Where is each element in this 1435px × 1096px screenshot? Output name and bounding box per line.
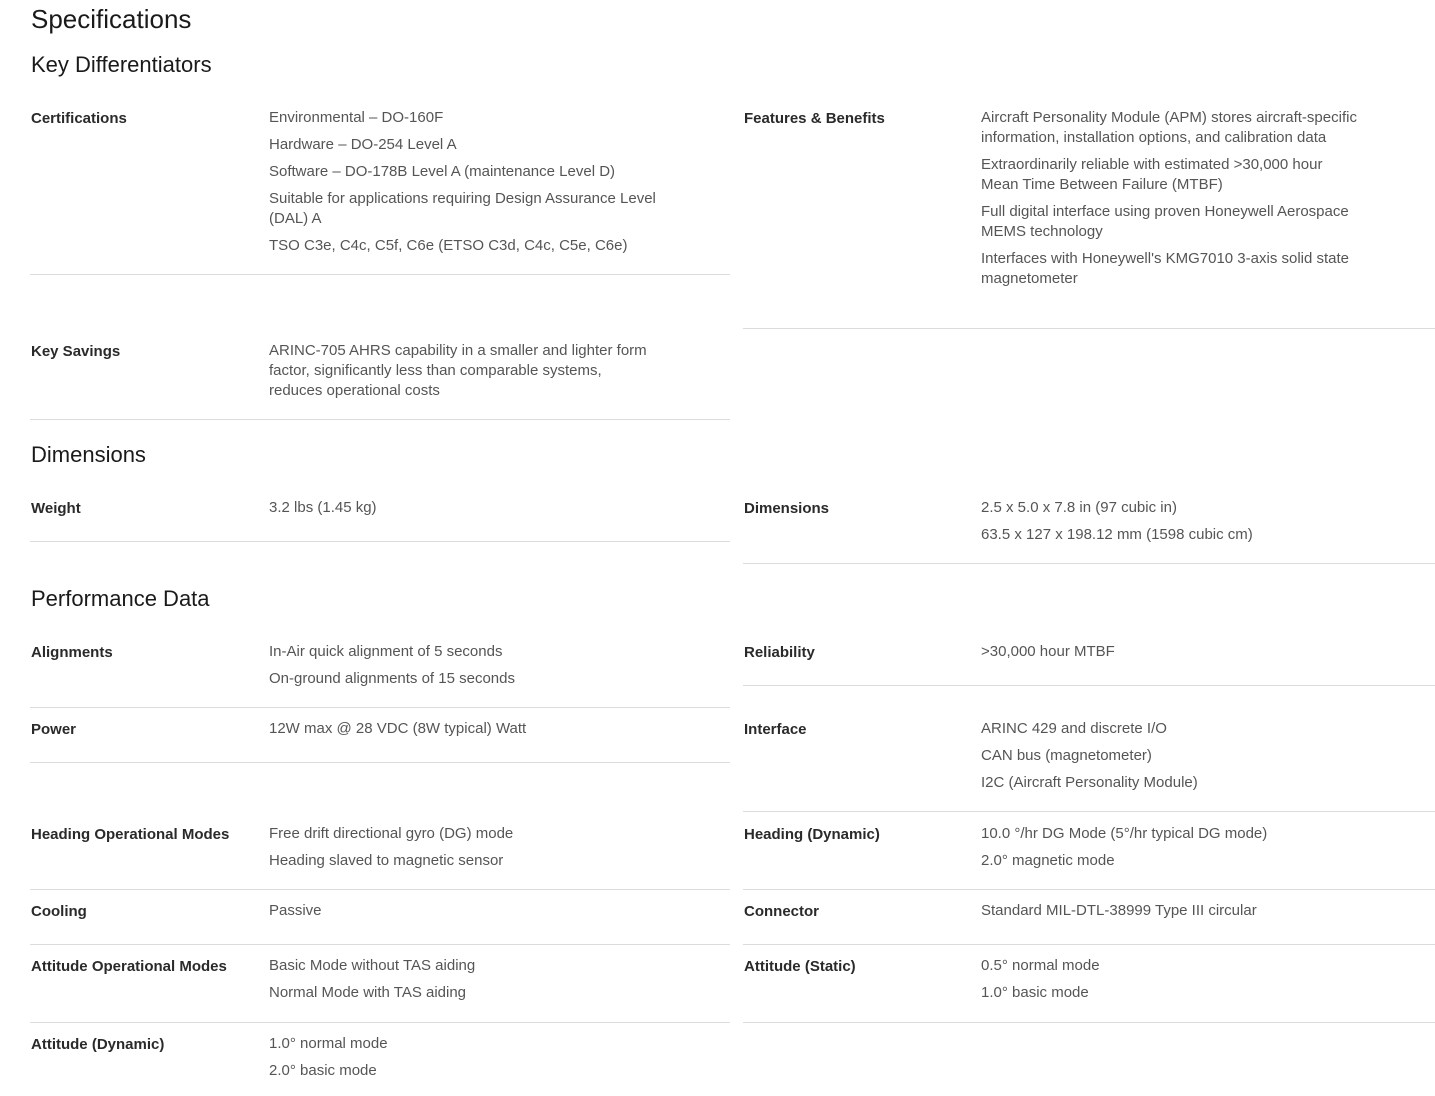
spec-value: Software – DO-178B Level A (maintenance Level D) bbox=[269, 163, 616, 180]
spec-label: Certifications bbox=[31, 110, 127, 127]
spec-label: Alignments bbox=[31, 644, 113, 661]
spec-row-connector bbox=[743, 901, 1435, 945]
spec-values bbox=[269, 1034, 659, 1088]
spec-value: 2.5 x 5.0 x 7.8 in (97 cubic in) bbox=[981, 499, 1177, 516]
spec-values bbox=[981, 719, 1361, 800]
spec-value: 10.0 °/hr DG Mode (5°/hr typical DG mode) bbox=[981, 825, 1268, 842]
spec-values bbox=[269, 719, 659, 746]
spec-label: Key Savings bbox=[31, 343, 121, 360]
spec-label: Heading Operational Modes bbox=[31, 826, 230, 843]
spec-values bbox=[981, 824, 1361, 878]
spec-values bbox=[981, 498, 1361, 552]
spec-values bbox=[981, 956, 1361, 1010]
spec-label: Attitude (Dynamic) bbox=[31, 1036, 165, 1053]
spec-row-features-benefits bbox=[743, 108, 1435, 329]
spec-row-interface bbox=[743, 719, 1435, 812]
spec-row-weight bbox=[30, 498, 730, 542]
spec-values bbox=[981, 901, 1361, 928]
spec-values bbox=[269, 108, 659, 263]
spec-label: Connector bbox=[744, 903, 819, 920]
spec-row-alignments bbox=[30, 642, 730, 708]
spec-value: 2.0° magnetic mode bbox=[981, 852, 1115, 869]
spec-label: Reliability bbox=[744, 644, 815, 661]
spec-label: Power bbox=[31, 721, 77, 738]
spec-label: Weight bbox=[31, 500, 81, 517]
spec-value: In-Air quick alignment of 5 seconds bbox=[269, 643, 503, 660]
spec-label: Dimensions bbox=[744, 500, 830, 517]
spec-value: Full digital interface using proven Honeywell Aerospace MEMS technology bbox=[981, 203, 1349, 240]
spec-row-cooling bbox=[30, 901, 730, 945]
spec-value: Extraordinarily reliable with estimated >30,000 hour Mean Time Between Failure (MTBF) bbox=[981, 156, 1323, 193]
spec-value: ARINC 429 and discrete I/O bbox=[981, 720, 1167, 737]
spec-value: Suitable for applications requiring Design Assurance Level (DAL) A bbox=[269, 190, 656, 227]
spec-row-attitude-dynamic bbox=[30, 1034, 730, 1094]
spec-value: Free drift directional gyro (DG) mode bbox=[269, 825, 514, 842]
spec-value: Normal Mode with TAS aiding bbox=[269, 984, 467, 1001]
spec-value: 1.0° normal mode bbox=[269, 1035, 388, 1052]
section-title-key-differentiators: Key Differentiators bbox=[31, 52, 212, 77]
spec-label: Attitude Operational Modes bbox=[31, 958, 227, 975]
spec-row-certifications bbox=[30, 108, 730, 275]
spec-value: Passive bbox=[269, 902, 322, 919]
spec-row-key-savings bbox=[30, 341, 730, 420]
spec-label: Attitude (Static) bbox=[744, 958, 856, 975]
spec-values bbox=[269, 901, 659, 928]
spec-value: Hardware – DO-254 Level A bbox=[269, 136, 457, 153]
spec-value: Heading slaved to magnetic sensor bbox=[269, 852, 504, 869]
spec-value: Environmental – DO-160F bbox=[269, 109, 444, 126]
spec-values bbox=[981, 642, 1361, 669]
spec-value: 1.0° basic mode bbox=[981, 984, 1089, 1001]
section-title-performance-data: Performance Data bbox=[31, 586, 210, 611]
spec-values bbox=[269, 824, 659, 878]
spec-value: Basic Mode without TAS aiding bbox=[269, 957, 476, 974]
spec-label: Heading (Dynamic) bbox=[744, 826, 880, 843]
spec-row-power bbox=[30, 719, 730, 763]
spec-value: TSO C3e, C4c, C5f, C6e (ETSO C3d, C4c, C5e, C6e) bbox=[269, 237, 628, 254]
spec-row-heading-dynamic bbox=[743, 824, 1435, 890]
spec-value: I2C (Aircraft Personality Module) bbox=[981, 774, 1198, 791]
section-title-dimensions: Dimensions bbox=[31, 442, 146, 467]
page-title: Specifications bbox=[31, 4, 192, 34]
spec-values bbox=[269, 956, 659, 1010]
spec-values bbox=[981, 108, 1361, 296]
spec-value: Standard MIL-DTL-38999 Type III circular bbox=[981, 902, 1257, 919]
spec-value: ARINC-705 AHRS capability in a smaller and lighter form factor, significantly less than comparable systems, reduces operational costs bbox=[269, 342, 647, 399]
spec-label: Features & Benefits bbox=[744, 110, 885, 127]
spec-row-attitude-operational-modes bbox=[30, 956, 730, 1023]
spec-row-heading-operational-modes bbox=[30, 824, 730, 890]
spec-values bbox=[269, 341, 659, 408]
spec-value: 0.5° normal mode bbox=[981, 957, 1100, 974]
spec-row-reliability bbox=[743, 642, 1435, 686]
spec-row-dimensions bbox=[743, 498, 1435, 564]
spec-value: Interfaces with Honeywell's KMG7010 3-axis solid state magnetometer bbox=[981, 250, 1350, 287]
spec-row-attitude-static bbox=[743, 956, 1435, 1023]
spec-value: 12W max @ 28 VDC (8W typical) Watt bbox=[269, 720, 527, 737]
spec-value: Aircraft Personality Module (APM) stores aircraft-specific information, installation options, and calibration data bbox=[981, 109, 1357, 146]
spec-value: >30,000 hour MTBF bbox=[981, 643, 1115, 660]
spec-values bbox=[269, 498, 659, 525]
spec-label: Cooling bbox=[31, 903, 87, 920]
spec-value: 2.0° basic mode bbox=[269, 1062, 377, 1079]
spec-label: Interface bbox=[744, 721, 807, 738]
spec-value: 63.5 x 127 x 198.12 mm (1598 cubic cm) bbox=[981, 526, 1253, 543]
spec-value: 3.2 lbs (1.45 kg) bbox=[269, 499, 377, 516]
spec-values bbox=[269, 642, 659, 696]
spec-value: CAN bus (magnetometer) bbox=[981, 747, 1152, 764]
spec-value: On-ground alignments of 15 seconds bbox=[269, 670, 515, 687]
